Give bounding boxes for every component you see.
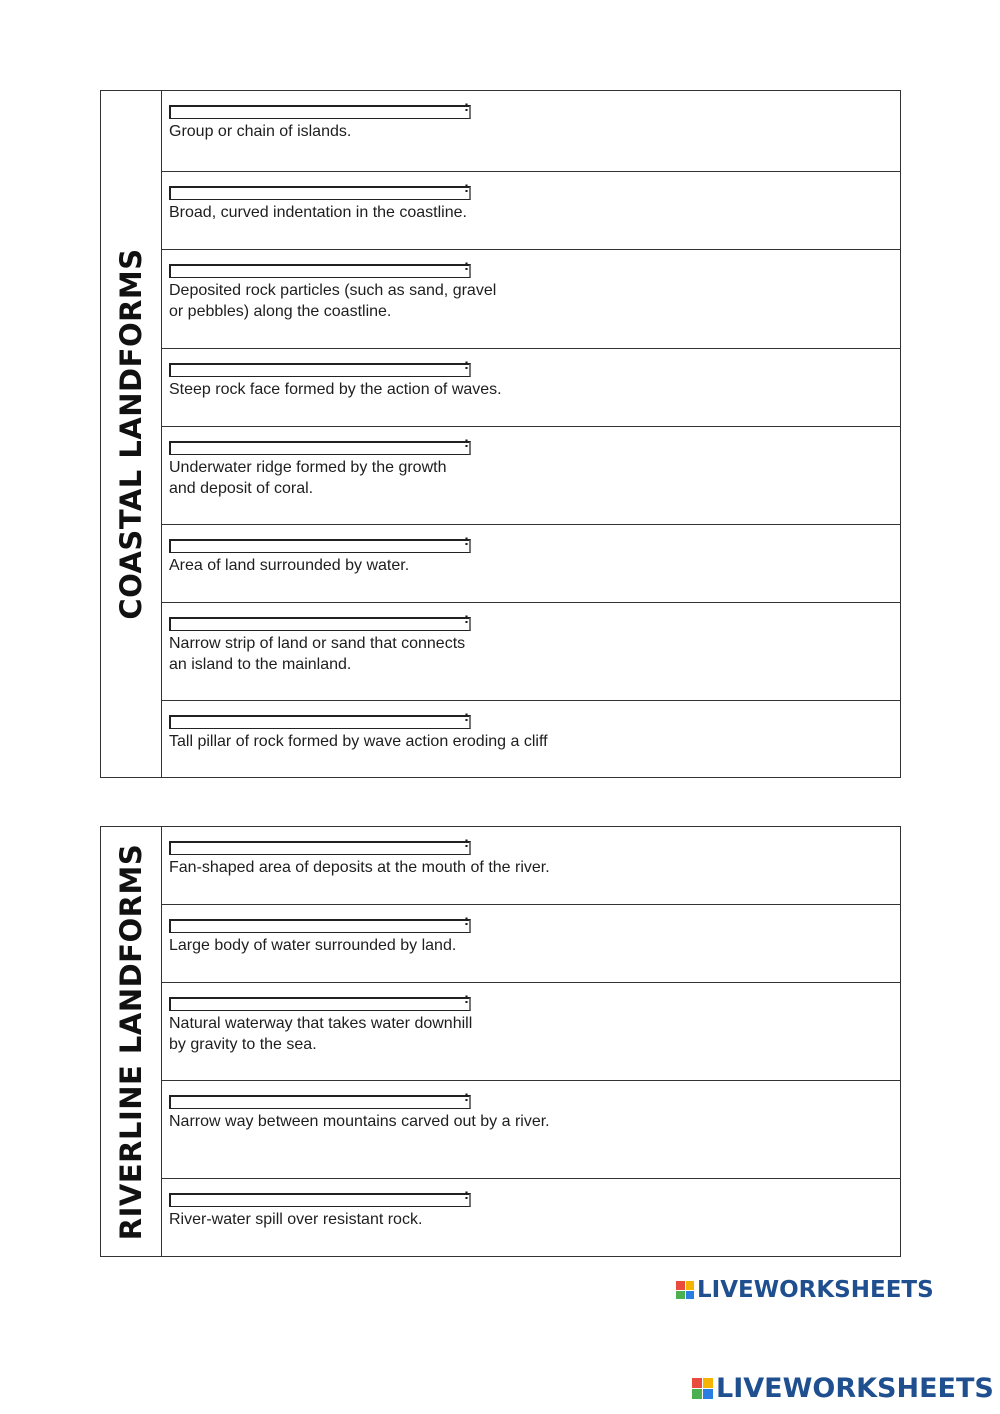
definition-text: Tall pillar of rock formed by wave action eroding a cliff xyxy=(169,733,548,750)
answer-blank[interactable] xyxy=(169,997,471,1011)
colon-mark: : xyxy=(464,1088,469,1105)
definition-text: Group or chain of islands. xyxy=(169,123,352,140)
definition-row xyxy=(162,525,900,603)
definition-row xyxy=(162,603,900,701)
definition-text: Fan-shaped area of deposits at the mouth of the river. xyxy=(169,859,550,876)
section-side-label xyxy=(101,827,162,1256)
coastal-landforms-section xyxy=(100,90,901,778)
logo-icon xyxy=(676,1281,694,1299)
definition-row xyxy=(162,91,900,172)
definition-list xyxy=(162,91,900,777)
answer-blank[interactable] xyxy=(169,617,471,631)
riverline-landforms-section xyxy=(100,826,901,1257)
answer-blank[interactable] xyxy=(169,1193,471,1207)
answer-blank[interactable] xyxy=(169,363,471,377)
definition-text: River-water spill over resistant rock. xyxy=(169,1211,423,1228)
definition-text: Broad, curved indentation in the coastline. xyxy=(169,204,467,221)
colon-mark: : xyxy=(464,708,469,725)
definition-row xyxy=(162,427,900,525)
definition-text: Area of land surrounded by water. xyxy=(169,557,410,574)
colon-mark: : xyxy=(464,434,469,451)
answer-blank[interactable] xyxy=(169,105,471,119)
section-title: RIVERLINE LANDFORMS xyxy=(114,843,148,1240)
colon-mark: : xyxy=(464,610,469,627)
logo-icon xyxy=(692,1378,713,1399)
definition-row xyxy=(162,349,900,427)
definition-text: Narrow strip of land or sand that connects an island to the mainland. xyxy=(169,635,466,673)
definition-row xyxy=(162,701,900,777)
definition-text: Large body of water surrounded by land. xyxy=(169,937,457,954)
section-title: COASTAL LANDFORMS xyxy=(114,248,148,620)
colon-mark: : xyxy=(464,532,469,549)
brand-name: LIVEWORKSHEETS xyxy=(716,1373,994,1404)
definition-text: Underwater ridge formed by the growth and deposit of coral. xyxy=(169,459,447,497)
definition-row xyxy=(162,172,900,250)
definition-row xyxy=(162,983,900,1081)
colon-mark: : xyxy=(464,356,469,373)
answer-blank[interactable] xyxy=(169,441,471,455)
brand-name: LIVEWORKSHEETS xyxy=(697,1277,934,1303)
definition-row xyxy=(162,1081,900,1179)
answer-blank[interactable] xyxy=(169,539,471,553)
answer-blank[interactable] xyxy=(169,264,471,278)
colon-mark: : xyxy=(464,834,469,851)
definition-text: Steep rock face formed by the action of waves. xyxy=(169,381,502,398)
colon-mark: : xyxy=(464,98,469,115)
section-side-label xyxy=(101,91,162,777)
definition-row xyxy=(162,905,900,983)
definition-row xyxy=(162,1179,900,1256)
colon-mark: : xyxy=(464,257,469,274)
answer-blank[interactable] xyxy=(169,1095,471,1109)
answer-blank[interactable] xyxy=(169,919,471,933)
liveworksheets-logo xyxy=(692,1373,994,1404)
definition-text: Deposited rock particles (such as sand, gravel or pebbles) along the coastline. xyxy=(169,282,497,320)
definition-text: Natural waterway that takes water downhill by gravity to the sea. xyxy=(169,1015,473,1053)
colon-mark: : xyxy=(464,912,469,929)
colon-mark: : xyxy=(464,1186,469,1203)
definition-list xyxy=(162,827,900,1256)
definition-text: Narrow way between mountains carved out by a river. xyxy=(169,1113,550,1130)
colon-mark: : xyxy=(464,990,469,1007)
definition-row xyxy=(162,827,900,905)
answer-blank[interactable] xyxy=(169,186,471,200)
definition-row xyxy=(162,250,900,349)
liveworksheets-logo xyxy=(676,1277,934,1303)
answer-blank[interactable] xyxy=(169,841,471,855)
colon-mark: : xyxy=(464,179,469,196)
answer-blank[interactable] xyxy=(169,715,471,729)
